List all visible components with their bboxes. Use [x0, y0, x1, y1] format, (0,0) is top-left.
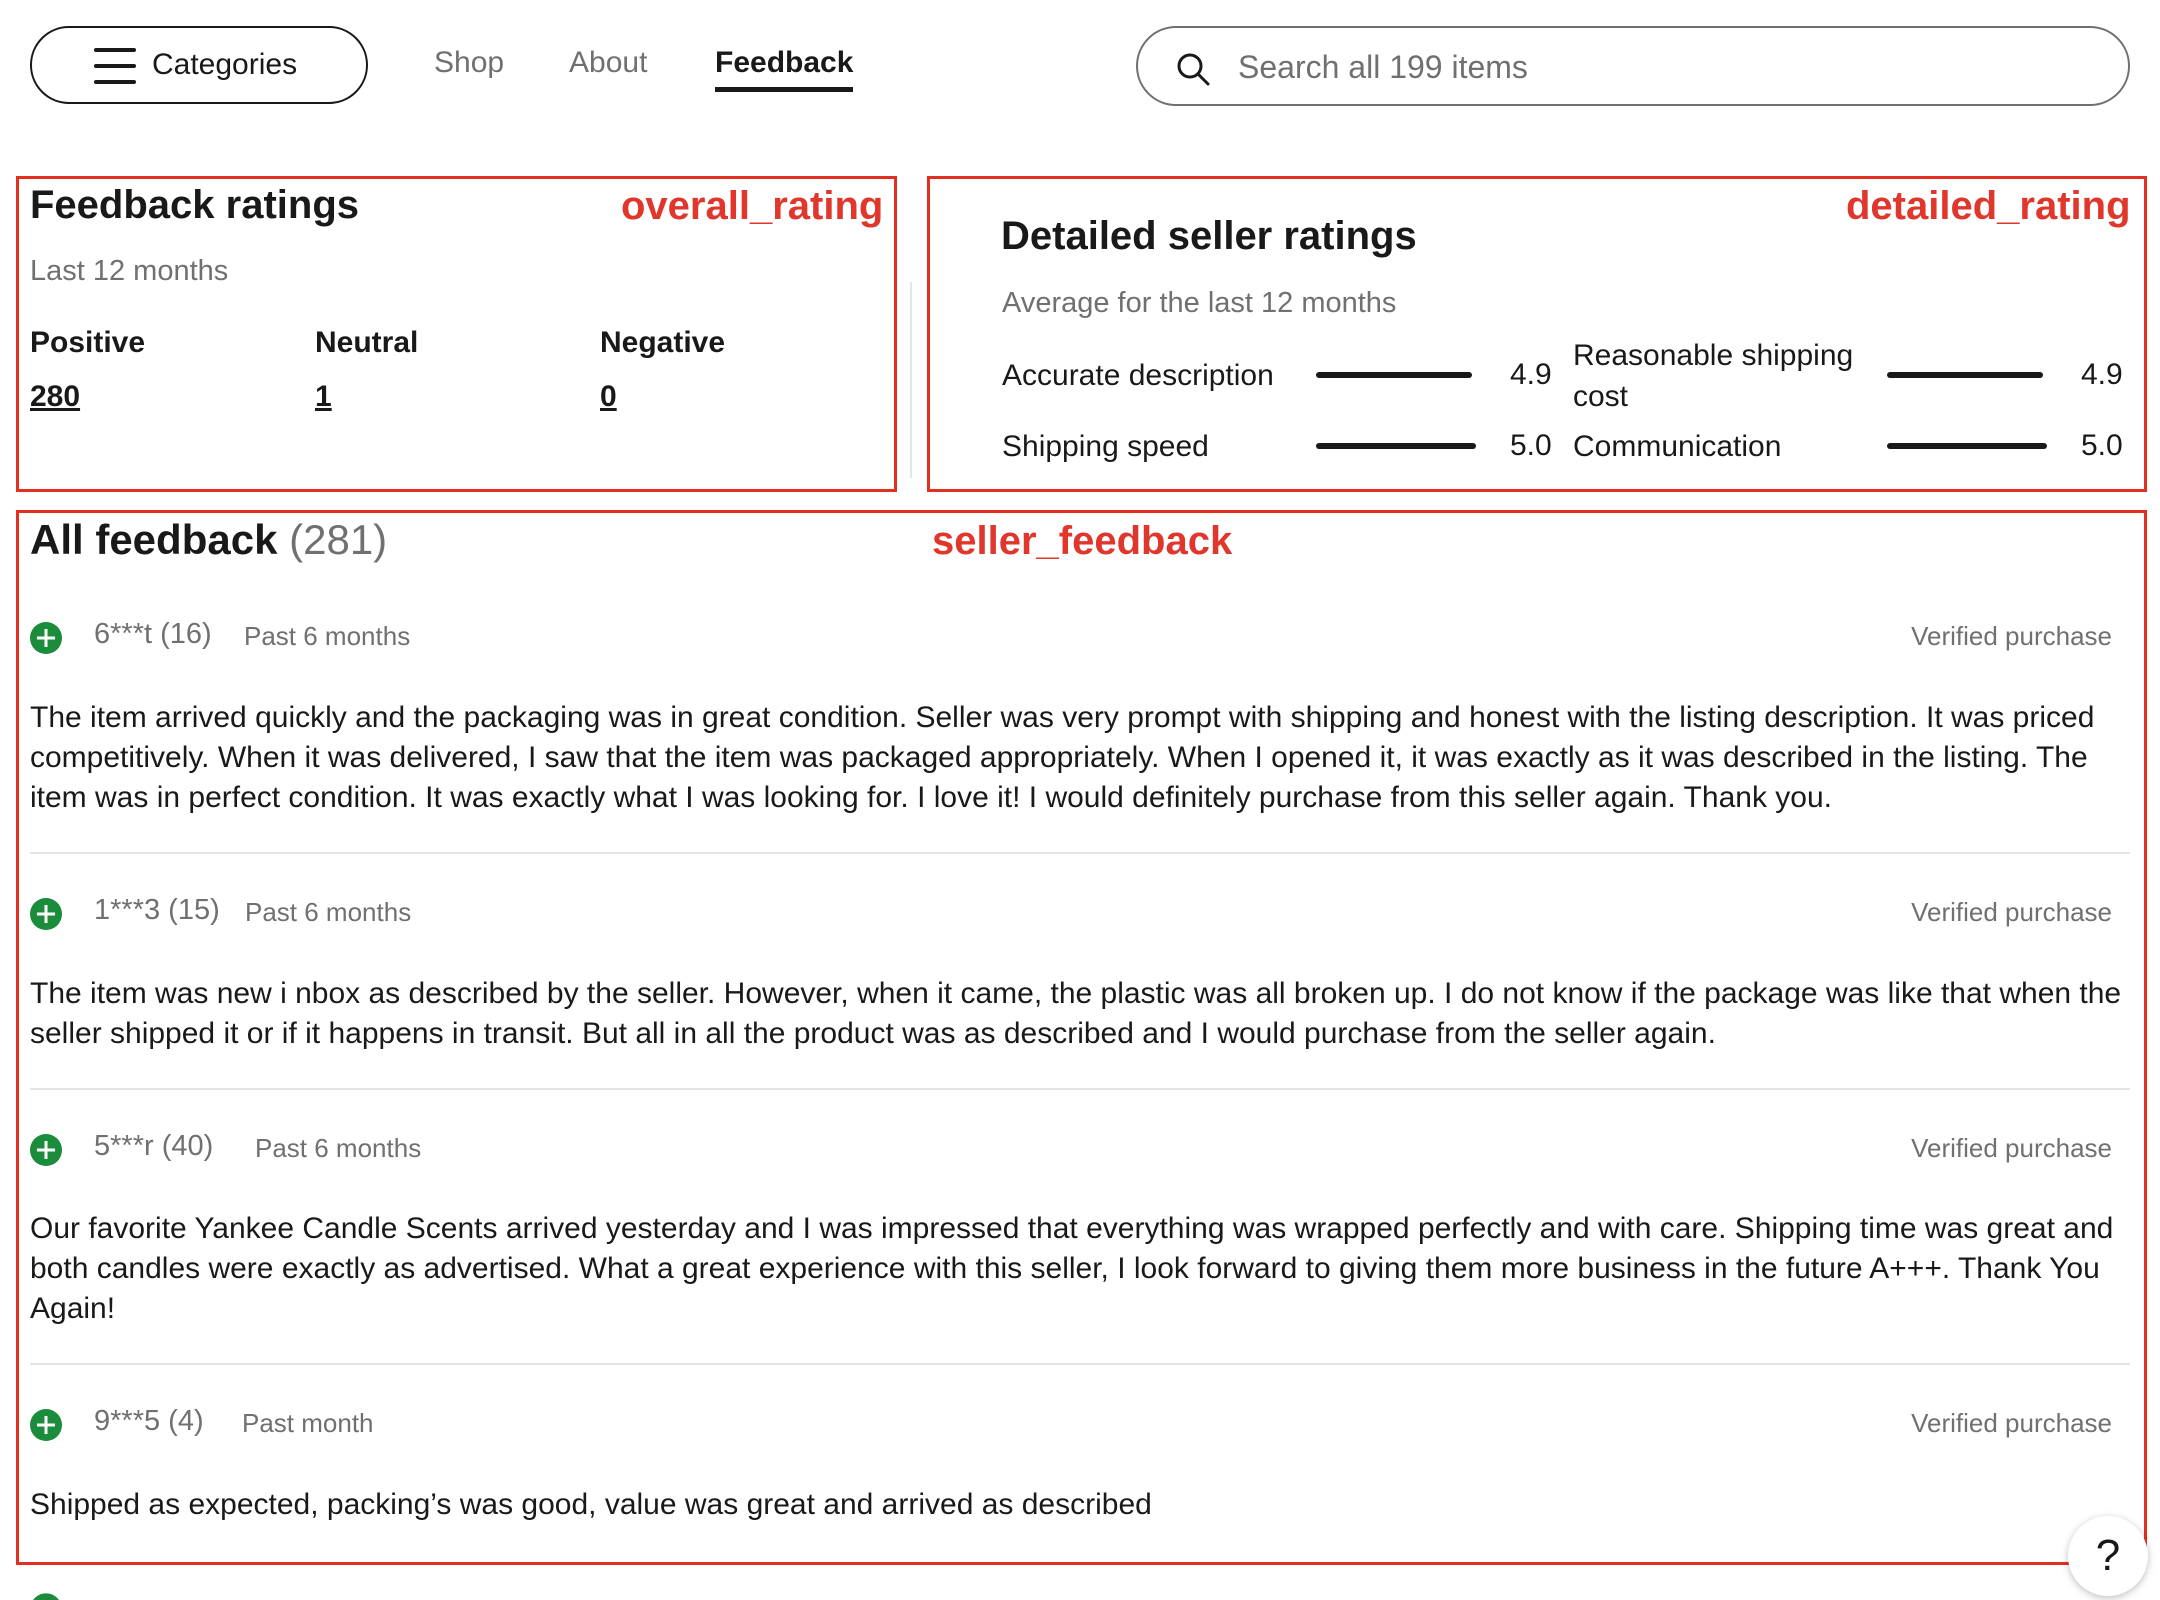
negative-count-link[interactable]: 0 — [600, 380, 617, 413]
rating-bar-reasonable-shipping-cost — [1887, 372, 2043, 378]
feedback-time: Past 6 months — [245, 897, 412, 927]
feedback-time: Past 6 months — [244, 621, 411, 651]
seller-feedback-annotation-label: seller_feedback — [932, 519, 1233, 563]
feedback-user: 9***5 (4) — [94, 1405, 204, 1437]
feedback-ratings-title: Feedback ratings — [30, 183, 360, 227]
feedback-user: 6***t (16) — [94, 618, 212, 650]
positive-feedback-icon — [30, 1134, 62, 1166]
search-input[interactable] — [1236, 42, 2100, 92]
positive-count-link[interactable]: 280 — [30, 380, 81, 413]
feedback-time: Past 6 months — [255, 1133, 422, 1163]
detailed-rating-annotation-label: detailed_rating — [1846, 184, 2131, 228]
section-divider — [910, 282, 912, 478]
nav-about[interactable]: About — [569, 46, 648, 79]
nav-feedback[interactable]: Feedback — [715, 46, 854, 79]
rating-label-shipping-speed: Shipping speed — [1002, 430, 1209, 463]
rating-value-accurate-description: 4.9 — [1510, 358, 1552, 391]
search-icon — [1176, 52, 1210, 86]
positive-feedback-icon — [30, 1592, 62, 1600]
feedback-comment: Shipped as expected, packing’s was good, value was great and arrived as described — [30, 1488, 1152, 1521]
rating-bar-accurate-description — [1316, 372, 1472, 378]
rating-label-accurate-description: Accurate description — [1002, 359, 1274, 392]
all-feedback-label: All feedback — [30, 516, 278, 563]
verified-purchase-label: Verified purchase — [1911, 1408, 2112, 1438]
detailed-ratings-title: Detailed seller ratings — [1001, 214, 1417, 258]
feedback-divider — [30, 1088, 2130, 1090]
positive-feedback-icon — [30, 1409, 62, 1441]
neutral-count-link[interactable]: 1 — [315, 380, 332, 413]
hamburger-menu-icon — [94, 48, 136, 84]
verified-purchase-label: Verified purchase — [1911, 621, 2112, 651]
neutral-label: Neutral — [315, 326, 419, 359]
verified-purchase-label: Verified purchase — [1911, 1133, 2112, 1163]
rating-value-reasonable-shipping-cost: 4.9 — [2081, 358, 2123, 391]
rating-label-communication: Communication — [1573, 430, 1782, 463]
feedback-divider — [30, 852, 2130, 854]
search-bar[interactable] — [1136, 26, 2130, 106]
feedback-divider — [30, 1363, 2130, 1365]
feedback-comment: The item was new i nbox as described by the seller. However, when it came, the plastic was all broken up. I do not know if the package was like that when the seller shipped it or if it happens in transit. But all in all the product was as described and I would purchase from the seller again. — [30, 977, 2122, 1050]
help-button[interactable]: ? — [2068, 1516, 2148, 1596]
feedback-time: Past month — [242, 1408, 374, 1438]
positive-feedback-icon — [30, 898, 62, 930]
rating-label-reasonable-shipping-cost: Reasonable shipping cost — [1573, 339, 1854, 413]
nav-shop[interactable]: Shop — [434, 46, 505, 79]
rating-value-communication: 5.0 — [2081, 429, 2123, 462]
verified-purchase-label: Verified purchase — [1911, 897, 2112, 927]
rating-bar-shipping-speed — [1316, 443, 1476, 449]
all-feedback-title — [30, 516, 387, 564]
rating-bar-communication — [1887, 443, 2047, 449]
feedback-comment: Our favorite Yankee Candle Scents arrived yesterday and I was impressed that everything was wrapped perfectly and with care. Shipping time was great and both candles were exactly as advertised. What a great experience with this seller, I look forward to giving them more business in the future A+++. Thank You Again! — [30, 1212, 2114, 1325]
positive-feedback-icon — [30, 622, 62, 654]
positive-label: Positive — [30, 326, 146, 359]
overall-rating-annotation-label: overall_rating — [621, 184, 884, 228]
negative-label: Negative — [600, 326, 726, 359]
categories-label: Categories — [152, 48, 298, 81]
ratings-period: Last 12 months — [30, 255, 229, 287]
feedback-user: 5***r (40) — [94, 1130, 214, 1162]
feedback-user: 1***3 (15) — [94, 894, 220, 926]
active-tab-underline — [715, 87, 853, 92]
detailed-ratings-subtitle: Average for the last 12 months — [1002, 287, 1397, 319]
rating-value-shipping-speed: 5.0 — [1510, 429, 1552, 462]
categories-button[interactable] — [30, 26, 368, 104]
feedback-comment: The item arrived quickly and the packaging was in great condition. Seller was very prompt with shipping and honest with the listing description. It was priced competitively. When it was delivered, I saw that the item was packaged appropriately. When I opened it, it was exactly as it was described in the listing. The item was in perfect condition. It was exactly what I was looking for. I love it! I would definitely purchase from this seller again. Thank you. — [30, 701, 2095, 814]
all-feedback-count: (281) — [289, 516, 388, 563]
